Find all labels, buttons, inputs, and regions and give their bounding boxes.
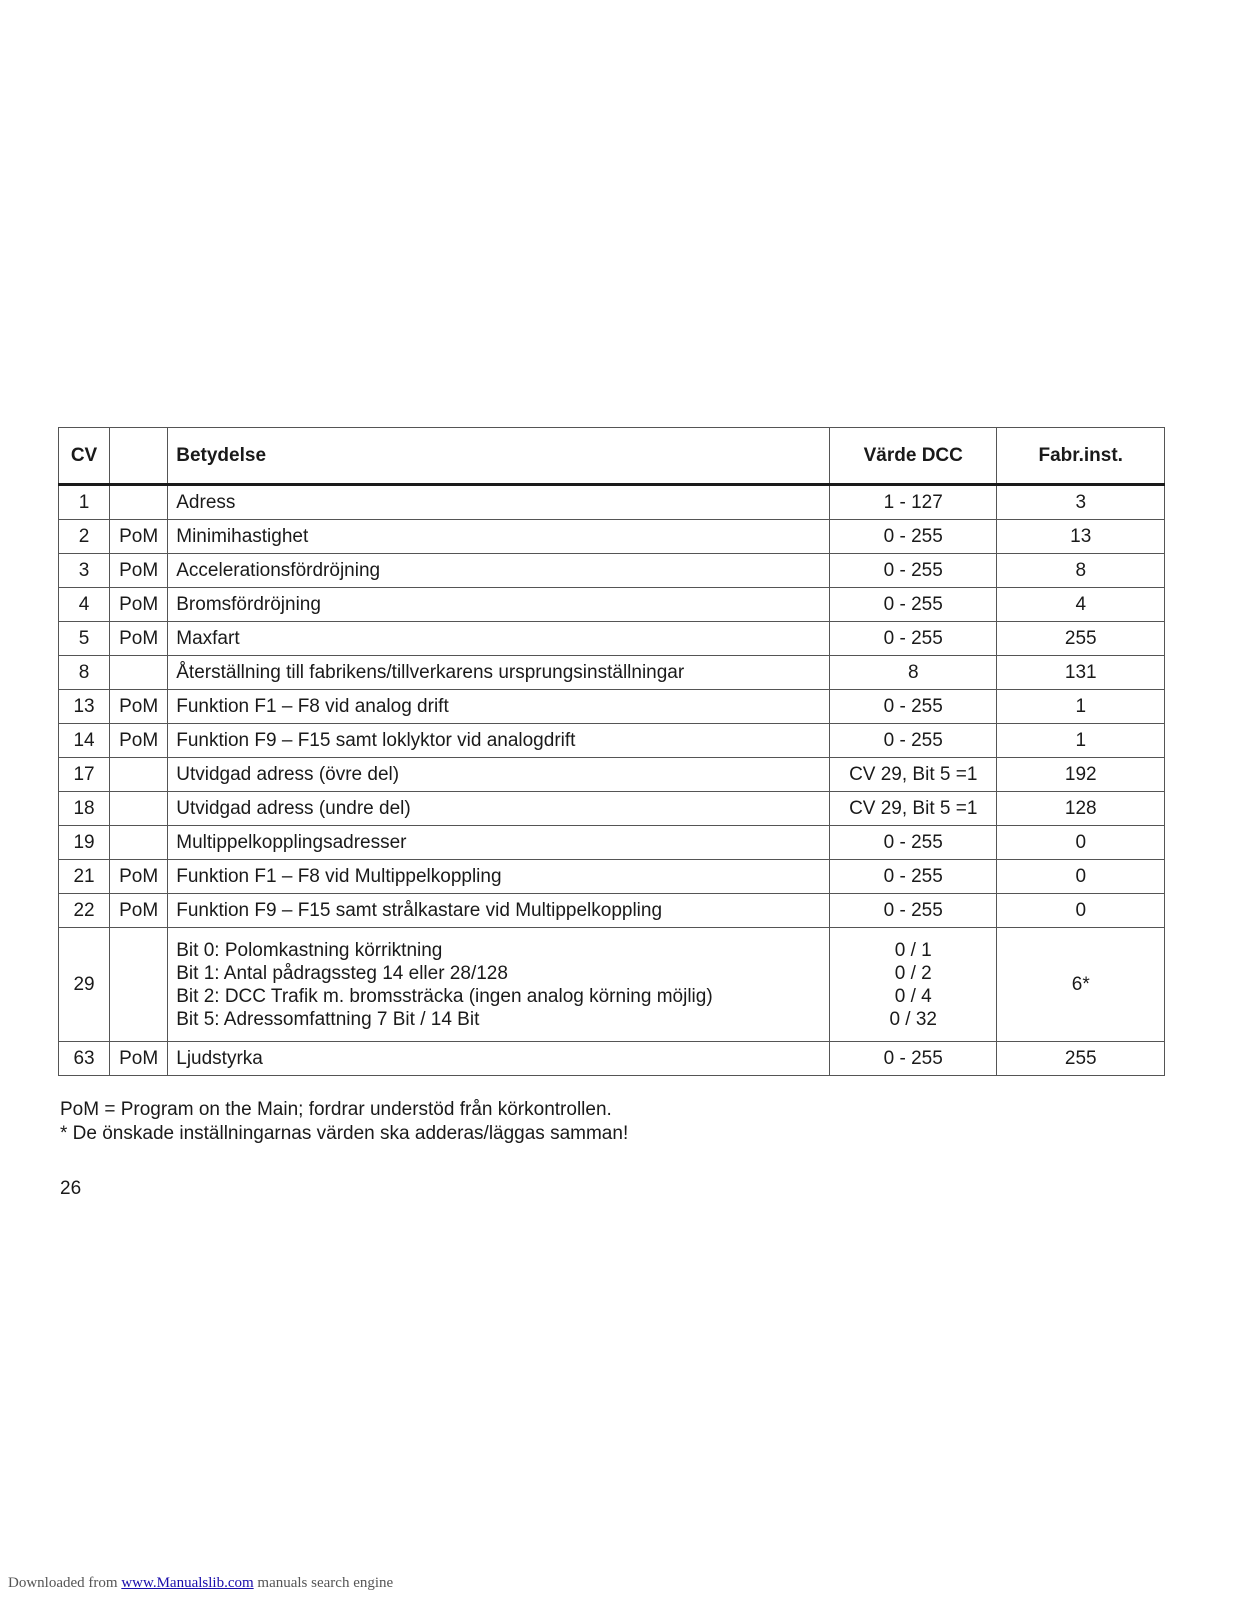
meaning-line: Funktion F9 – F15 samt loklyktor vid analogdrift bbox=[176, 730, 576, 751]
cv-meaning bbox=[168, 894, 830, 928]
meaning-line: Återställning till fabrikens/tillverkarens ursprungsinställningar bbox=[176, 662, 685, 683]
value-line: 8 bbox=[907, 662, 919, 683]
cv-meaning bbox=[168, 485, 830, 520]
pom-flag bbox=[110, 928, 168, 1042]
value-line: 0 / 2 bbox=[894, 962, 932, 984]
table-row bbox=[59, 928, 1165, 1042]
dcc-value bbox=[830, 485, 997, 520]
value-line: 0 / 1 bbox=[894, 939, 932, 961]
value-line: 0 - 255 bbox=[883, 832, 943, 853]
pom-flag: PoM bbox=[110, 894, 168, 928]
value-line: 0 / 32 bbox=[889, 1008, 937, 1030]
cv-number: 18 bbox=[59, 792, 110, 826]
table-row bbox=[59, 520, 1165, 554]
header-meaning: Betydelse bbox=[168, 428, 830, 485]
table-header-row bbox=[59, 428, 1165, 485]
value-line: 0 - 255 bbox=[883, 730, 943, 751]
meaning-line: Funktion F1 – F8 vid Multippelkoppling bbox=[176, 866, 502, 887]
dcc-value bbox=[830, 690, 997, 724]
cv-number: 2 bbox=[59, 520, 110, 554]
download-prefix: Downloaded from bbox=[8, 1575, 122, 1591]
table-row bbox=[59, 690, 1165, 724]
meaning-line: Minimihastighet bbox=[176, 526, 309, 547]
table-row bbox=[59, 792, 1165, 826]
pom-flag: PoM bbox=[110, 554, 168, 588]
footnotes bbox=[60, 1098, 628, 1146]
cv-number: 3 bbox=[59, 554, 110, 588]
pom-flag: PoM bbox=[110, 860, 168, 894]
value-line: 0 - 255 bbox=[883, 1048, 943, 1069]
cv-meaning bbox=[168, 758, 830, 792]
factory-default: 255 bbox=[997, 1042, 1165, 1076]
meaning-line: Funktion F1 – F8 vid analog drift bbox=[176, 696, 449, 717]
table-row bbox=[59, 1042, 1165, 1076]
pom-flag bbox=[110, 758, 168, 792]
cv-table bbox=[58, 427, 1165, 1076]
dcc-value bbox=[830, 1042, 997, 1076]
factory-default: 3 bbox=[997, 485, 1165, 520]
value-line: 0 - 255 bbox=[883, 526, 943, 547]
value-line: CV 29, Bit 5 =1 bbox=[849, 764, 978, 785]
header-pom bbox=[110, 428, 168, 485]
meaning-line: Bit 0: Polomkastning körriktning bbox=[176, 939, 443, 961]
header-factory-default: Fabr.inst. bbox=[997, 428, 1165, 485]
dcc-value bbox=[830, 826, 997, 860]
cv-meaning bbox=[168, 928, 830, 1042]
factory-default: 0 bbox=[997, 894, 1165, 928]
table-row bbox=[59, 724, 1165, 758]
value-line: 0 - 255 bbox=[883, 900, 943, 921]
table-row bbox=[59, 622, 1165, 656]
cv-number: 5 bbox=[59, 622, 110, 656]
table-row bbox=[59, 758, 1165, 792]
factory-default: 8 bbox=[997, 554, 1165, 588]
cv-number: 63 bbox=[59, 1042, 110, 1076]
meaning-line: Bit 2: DCC Trafik m. bromssträcka (ingen analog körning möjlig) bbox=[176, 985, 713, 1007]
cv-number: 13 bbox=[59, 690, 110, 724]
table-row bbox=[59, 656, 1165, 690]
cv-meaning bbox=[168, 656, 830, 690]
factory-default: 0 bbox=[997, 860, 1165, 894]
dcc-value bbox=[830, 724, 997, 758]
cv-number: 8 bbox=[59, 656, 110, 690]
factory-default: 1 bbox=[997, 690, 1165, 724]
cv-number: 17 bbox=[59, 758, 110, 792]
table-row bbox=[59, 554, 1165, 588]
pom-flag: PoM bbox=[110, 520, 168, 554]
value-line: 0 - 255 bbox=[883, 696, 943, 717]
meaning-line: Ljudstyrka bbox=[176, 1048, 263, 1069]
cv-meaning bbox=[168, 622, 830, 656]
meaning-line: Bromsfördröjning bbox=[176, 594, 321, 615]
download-suffix: manuals search engine bbox=[253, 1575, 394, 1591]
meaning-line: Bit 1: Antal pådragssteg 14 eller 28/128 bbox=[176, 962, 508, 984]
meaning-line: Bit 5: Adressomfattning 7 Bit / 14 Bit bbox=[176, 1008, 480, 1030]
cv-number: 1 bbox=[59, 485, 110, 520]
value-line: 0 - 255 bbox=[883, 866, 943, 887]
cv-number: 14 bbox=[59, 724, 110, 758]
page-number: 26 bbox=[60, 1178, 82, 1199]
value-line: 0 - 255 bbox=[883, 560, 943, 581]
meaning-line: Utvidgad adress (undre del) bbox=[176, 798, 411, 819]
meaning-line: Accelerationsfördröjning bbox=[176, 560, 381, 581]
cv-number: 4 bbox=[59, 588, 110, 622]
pom-flag bbox=[110, 826, 168, 860]
dcc-value bbox=[830, 860, 997, 894]
value-line: 0 - 255 bbox=[883, 628, 943, 649]
dcc-value bbox=[830, 792, 997, 826]
meaning-line: Funktion F9 – F15 samt strålkastare vid Multippelkoppling bbox=[176, 900, 663, 921]
value-line: 0 / 4 bbox=[894, 985, 932, 1007]
pom-flag bbox=[110, 656, 168, 690]
dcc-value bbox=[830, 520, 997, 554]
pom-flag: PoM bbox=[110, 1042, 168, 1076]
table-body bbox=[59, 485, 1165, 1076]
meaning-line: Multippelkopplingsadresser bbox=[176, 832, 407, 853]
cv-meaning bbox=[168, 724, 830, 758]
factory-default: 13 bbox=[997, 520, 1165, 554]
cv-number: 21 bbox=[59, 860, 110, 894]
pom-flag: PoM bbox=[110, 622, 168, 656]
cv-meaning bbox=[168, 860, 830, 894]
pom-flag bbox=[110, 792, 168, 826]
factory-default: 131 bbox=[997, 656, 1165, 690]
table-row bbox=[59, 860, 1165, 894]
pom-flag: PoM bbox=[110, 690, 168, 724]
meaning-line: Utvidgad adress (övre del) bbox=[176, 764, 400, 785]
cv-number: 29 bbox=[59, 928, 110, 1042]
manualslib-link[interactable]: www.Manualslib.com bbox=[121, 1575, 254, 1591]
cv-meaning bbox=[168, 792, 830, 826]
factory-default: 1 bbox=[997, 724, 1165, 758]
dcc-value bbox=[830, 758, 997, 792]
value-line: CV 29, Bit 5 =1 bbox=[849, 798, 978, 819]
footnote-asterisk: * De önskade inställningarnas värden ska adderas/läggas samman! bbox=[60, 1123, 629, 1144]
factory-default: 192 bbox=[997, 758, 1165, 792]
pom-flag bbox=[110, 485, 168, 520]
table-row bbox=[59, 485, 1165, 520]
value-line: 0 - 255 bbox=[883, 594, 943, 615]
cv-meaning bbox=[168, 554, 830, 588]
header-cv: CV bbox=[59, 428, 110, 485]
dcc-value bbox=[830, 656, 997, 690]
dcc-value bbox=[830, 588, 997, 622]
table-row bbox=[59, 826, 1165, 860]
cv-meaning bbox=[168, 690, 830, 724]
pom-flag: PoM bbox=[110, 724, 168, 758]
cv-meaning bbox=[168, 826, 830, 860]
cv-number: 19 bbox=[59, 826, 110, 860]
dcc-value bbox=[830, 622, 997, 656]
header-value-dcc: Värde DCC bbox=[830, 428, 997, 485]
meaning-line: Adress bbox=[176, 492, 236, 513]
table-row bbox=[59, 588, 1165, 622]
factory-default: 4 bbox=[997, 588, 1165, 622]
cv-meaning bbox=[168, 520, 830, 554]
download-bar bbox=[8, 1575, 393, 1592]
dcc-value bbox=[830, 554, 997, 588]
dcc-value bbox=[830, 894, 997, 928]
dcc-value bbox=[830, 928, 997, 1042]
meaning-line: Maxfart bbox=[176, 628, 240, 649]
factory-default: 6* bbox=[997, 928, 1165, 1042]
factory-default: 0 bbox=[997, 826, 1165, 860]
table-row bbox=[59, 894, 1165, 928]
cv-meaning bbox=[168, 1042, 830, 1076]
cv-number: 22 bbox=[59, 894, 110, 928]
cv-meaning bbox=[168, 588, 830, 622]
footnote-pom: PoM = Program on the Main; fordrar understöd från körkontrollen. bbox=[60, 1099, 612, 1120]
pom-flag: PoM bbox=[110, 588, 168, 622]
factory-default: 255 bbox=[997, 622, 1165, 656]
value-line: 1 - 127 bbox=[883, 492, 943, 513]
factory-default: 128 bbox=[997, 792, 1165, 826]
